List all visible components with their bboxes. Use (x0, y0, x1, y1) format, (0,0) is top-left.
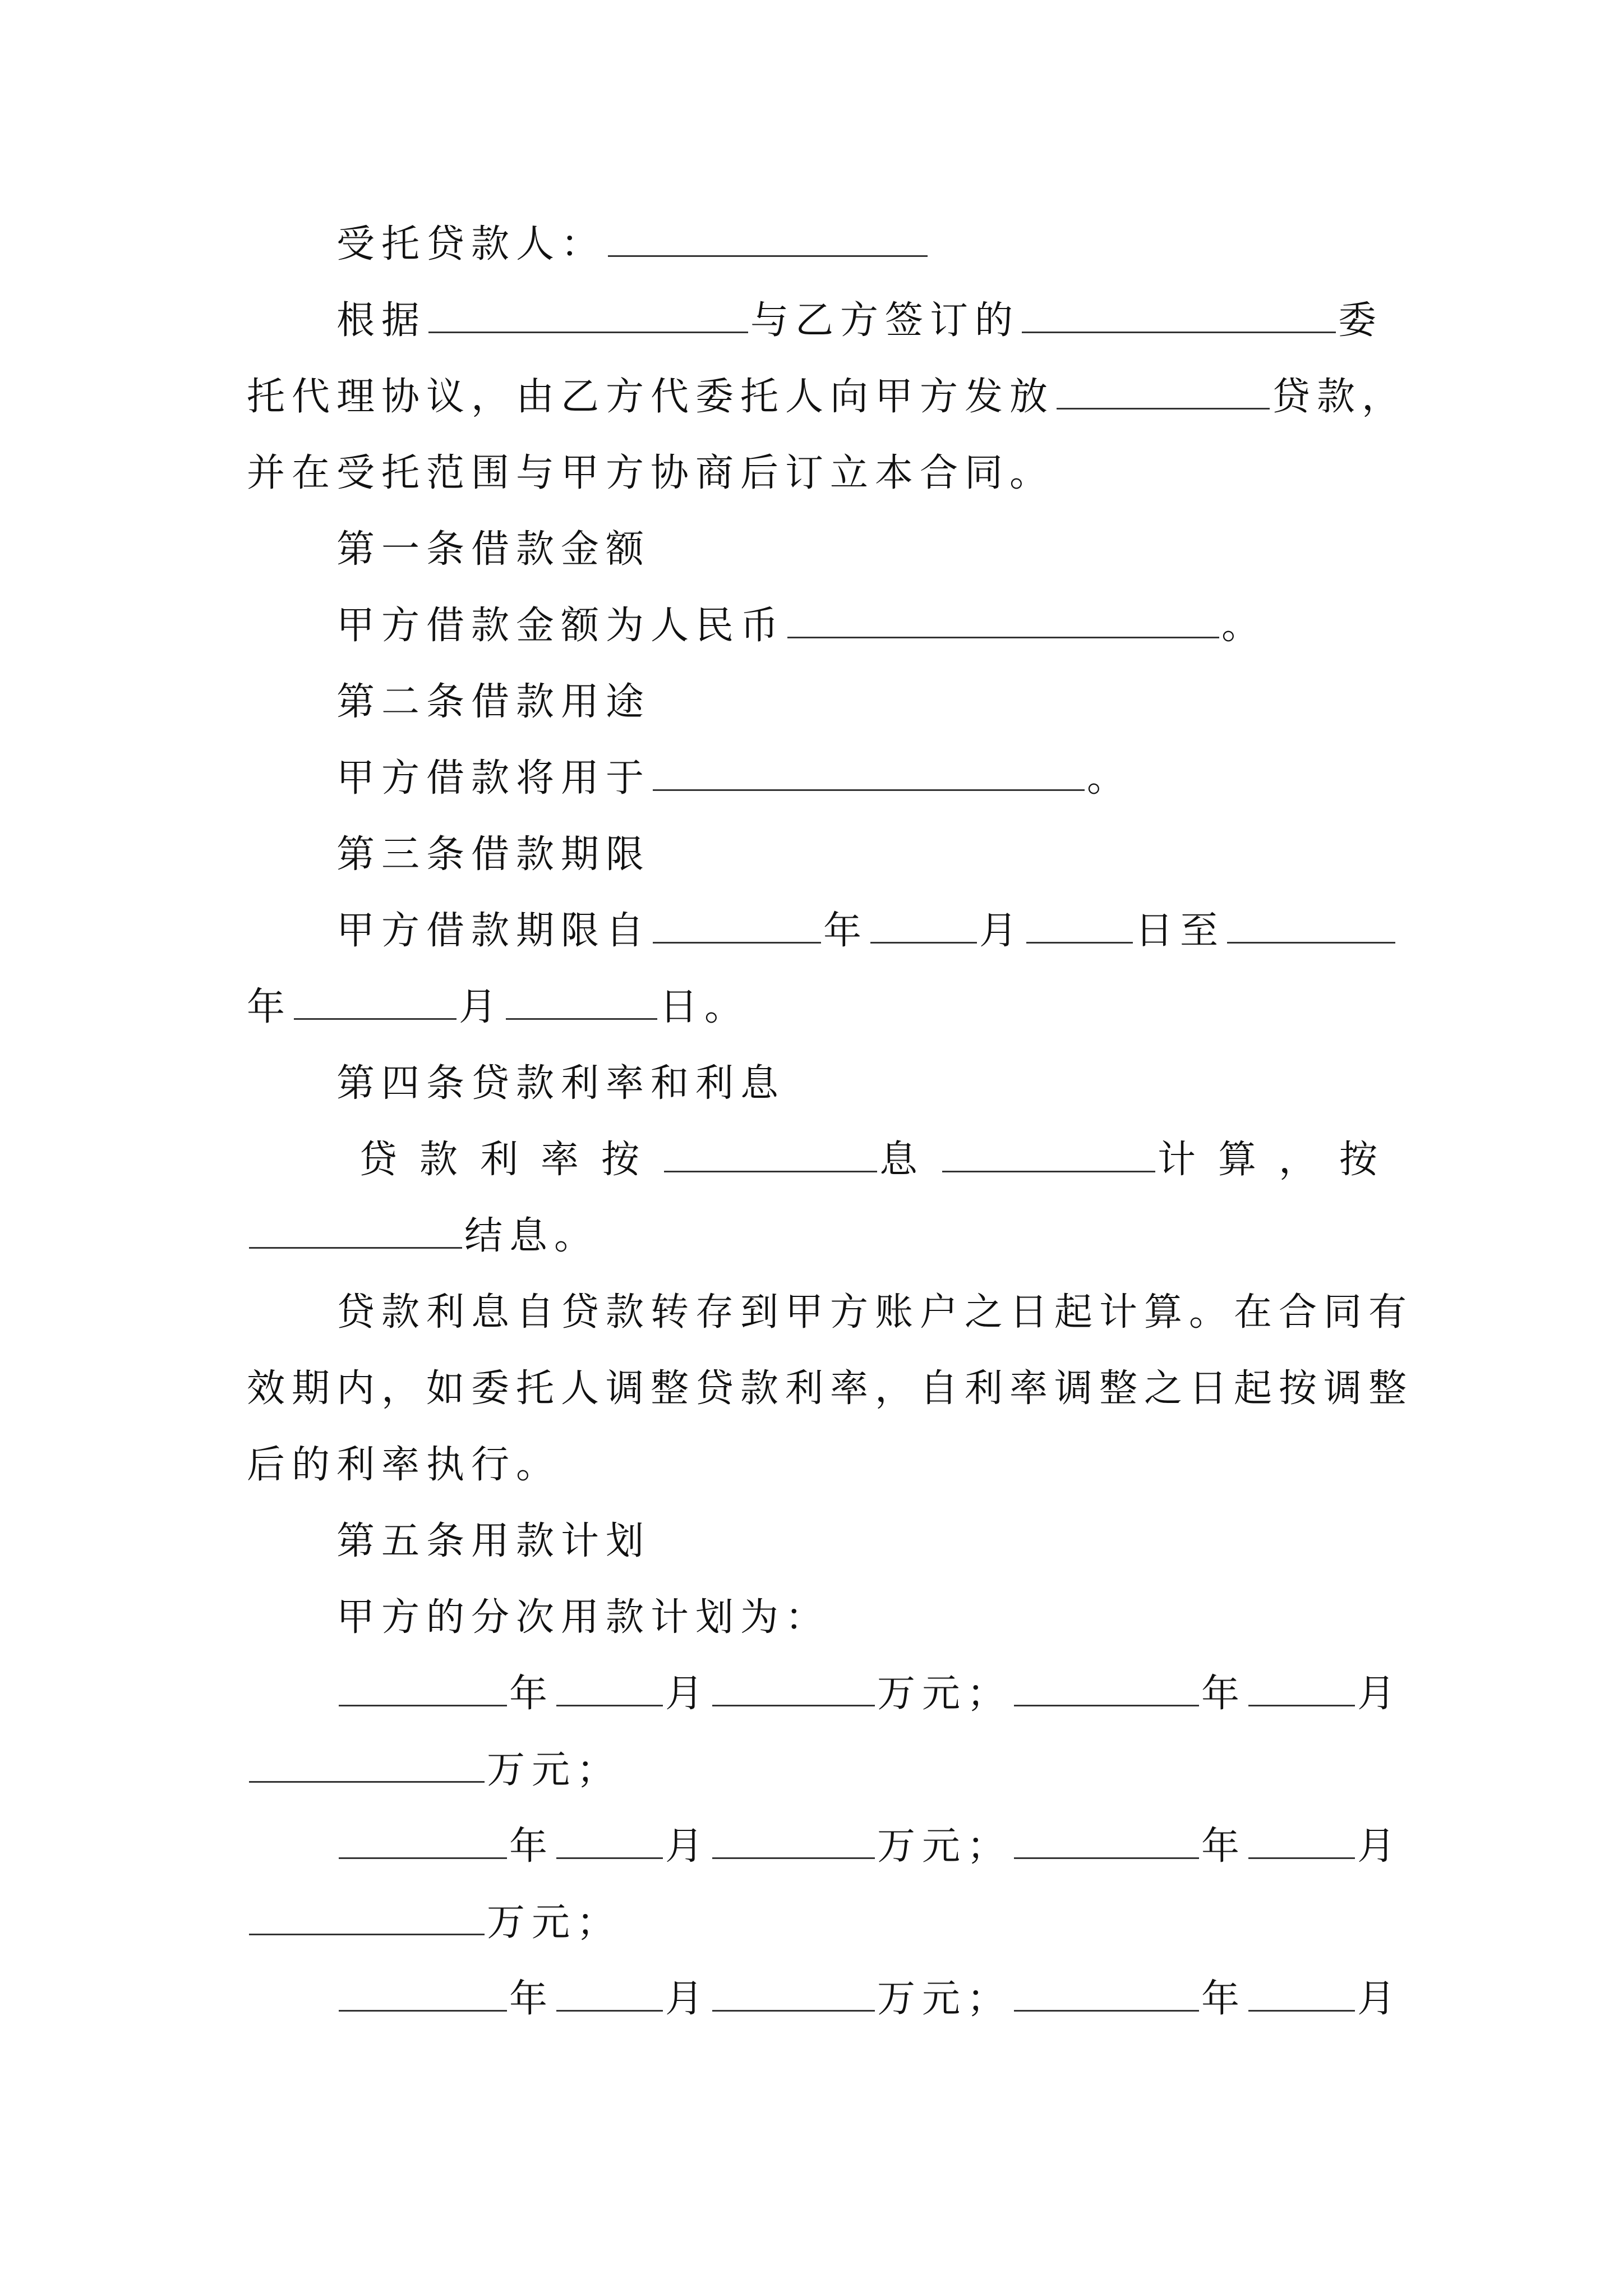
article4-para2-text-2: 效期内，如委托人调整贷款利率，自利率调整之日起按调整 (247, 1366, 1414, 1411)
article3-blank-5 (294, 986, 457, 1020)
article3-year: 年 (823, 909, 869, 953)
plan-blank (1248, 1672, 1355, 1706)
article2-title-text: 第二条借款用途 (336, 680, 651, 724)
article1-title (336, 527, 651, 572)
plan-blank (1014, 1672, 1199, 1706)
trustee-line (336, 222, 930, 267)
article3-blank-2 (870, 909, 977, 944)
plan-amount: 万元； (487, 1748, 622, 1792)
article3-day-2: 日。 (660, 985, 750, 1029)
basis-text-4: 托代理协议，由乙方代委托人向甲方发放 (247, 375, 1055, 419)
plan-month: 月 (1357, 1824, 1403, 1869)
article4-blank-2 (942, 1138, 1155, 1172)
article4-title-text: 第四条贷款利率和利息 (336, 1061, 786, 1106)
article5-title (336, 1519, 651, 1564)
article2-blank (653, 757, 1085, 791)
plan-month: 月 (665, 1672, 711, 1716)
article2-text-after: 。 (1087, 756, 1132, 800)
article4-text-1: 贷款利率按 (359, 1138, 662, 1182)
plan-blank (339, 1977, 507, 2012)
plan-year: 年 (509, 1977, 555, 2021)
plan-amount: 万元； (877, 1977, 1012, 2021)
article4-text-4: 结息。 (464, 1214, 600, 1258)
article3-title (336, 832, 651, 877)
plan-row-2 (336, 1824, 1402, 1869)
article3-line-1 (336, 909, 1398, 954)
article4-para2-text-1: 贷款利息自贷款转存到甲方账户之日起计算。在合同有 (336, 1290, 1414, 1335)
basis-line-3 (247, 451, 1054, 496)
article4-line-2 (247, 1214, 599, 1259)
article1-blank (787, 604, 1219, 638)
plan-blank (556, 1825, 663, 1859)
plan-month: 月 (665, 1824, 711, 1869)
article4-blank-3 (249, 1214, 462, 1249)
basis-line-2 (247, 375, 1407, 420)
plan-blank (1248, 1977, 1355, 2012)
plan-year: 年 (509, 1672, 555, 1716)
article4-para2-text-3: 后的利率执行。 (247, 1443, 561, 1487)
plan-year: 年 (1201, 1977, 1247, 2021)
article5-intro-text: 甲方的分次用款计划为： (336, 1595, 831, 1640)
plan-blank (712, 1977, 875, 2012)
plan-blank (712, 1672, 875, 1706)
plan-month: 月 (1357, 1977, 1403, 2021)
plan-blank (1014, 1825, 1199, 1859)
basis-text-6: 并在受托范围与甲方协商后订立本合同。 (247, 451, 1055, 495)
basis-line-1 (336, 298, 1383, 343)
article1-text-after: 。 (1221, 604, 1267, 648)
plan-amount: 万元； (877, 1672, 1012, 1716)
article3-blank-3 (1026, 909, 1133, 944)
plan-blank (556, 1977, 663, 2012)
trustee-label: 受托贷款人： (336, 222, 606, 266)
article4-blank-1 (664, 1138, 877, 1172)
plan-amount: 万元； (877, 1824, 1012, 1869)
article3-title-text: 第三条借款期限 (336, 832, 651, 877)
plan-blank (1248, 1825, 1355, 1859)
article1-text-before: 甲方借款金额为人民币 (336, 604, 786, 648)
article4-para2-line-2 (247, 1366, 1413, 1411)
basis-text-5: 贷款， (1272, 375, 1407, 419)
plan-blank (339, 1825, 507, 1859)
article3-year-2: 年 (247, 985, 292, 1029)
plan-blank (249, 1749, 485, 1783)
trustee-blank (608, 223, 928, 257)
article4-title (336, 1061, 785, 1106)
plan-blank (712, 1825, 875, 1859)
plan-blank (1014, 1977, 1199, 2012)
article3-blank-6 (506, 986, 657, 1020)
plan-year: 年 (1201, 1824, 1247, 1869)
article3-month-2: 月 (459, 985, 504, 1029)
plan-blank (556, 1672, 663, 1706)
basis-text-2: 与乙方签订的 (750, 298, 1020, 343)
article3-blank-1 (653, 909, 821, 944)
plan-year: 年 (1201, 1672, 1247, 1716)
article4-para2-line-1 (336, 1290, 1413, 1335)
article3-line-2 (247, 985, 749, 1030)
article3-blank-4 (1227, 909, 1395, 944)
article4-para2-line-3 (247, 1443, 561, 1488)
plan-year: 年 (509, 1824, 555, 1869)
article5-title-text: 第五条用款计划 (336, 1519, 651, 1563)
article3-month: 月 (979, 909, 1025, 953)
article1-title-text: 第一条借款金额 (336, 527, 651, 572)
basis-blank-2 (1022, 299, 1336, 333)
plan-blank (249, 1901, 485, 1935)
article4-line-1 (359, 1138, 1400, 1182)
article2-text-before: 甲方借款将用于 (336, 756, 651, 800)
plan-month: 月 (1357, 1672, 1403, 1716)
basis-text-1: 根据 (336, 298, 427, 343)
plan-amount: 万元； (487, 1901, 622, 1945)
plan-row-1 (336, 1672, 1402, 1717)
article2-title (336, 680, 651, 725)
article3-day-to: 日至 (1135, 909, 1225, 953)
plan-blank (339, 1672, 507, 1706)
plan-row-1b (247, 1748, 621, 1793)
basis-text-3: 委 (1338, 298, 1384, 343)
article3-text-1: 甲方借款期限自 (336, 909, 651, 953)
article1-text (336, 604, 1266, 648)
basis-blank-1 (428, 299, 748, 333)
basis-blank-3 (1057, 375, 1270, 409)
article2-text (336, 756, 1132, 801)
article4-text-3: 计算，按 (1158, 1138, 1400, 1182)
article4-text-2: 息 (879, 1138, 940, 1182)
plan-month: 月 (665, 1977, 711, 2021)
plan-row-2b (247, 1901, 621, 1945)
plan-row-3 (336, 1977, 1402, 2022)
article5-intro (336, 1595, 830, 1640)
